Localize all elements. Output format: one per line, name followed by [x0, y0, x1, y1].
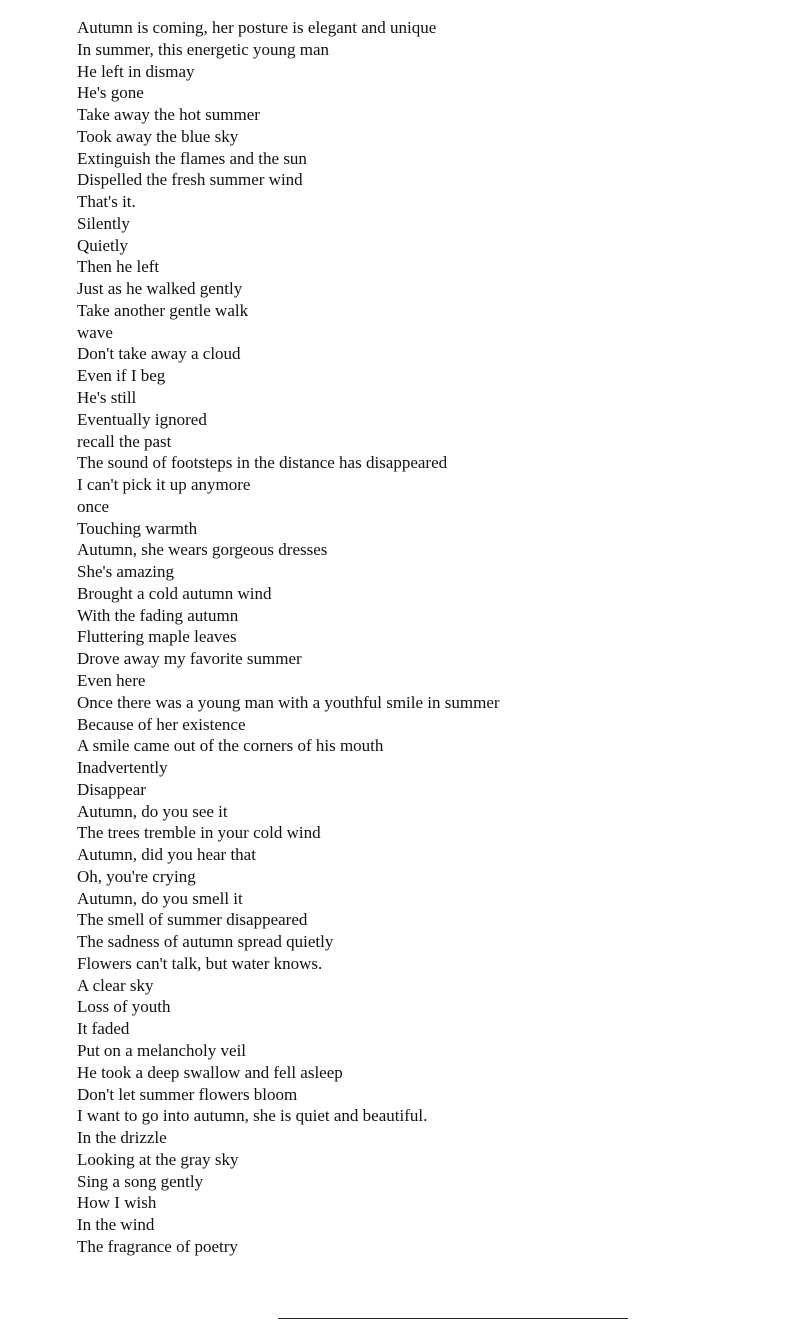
poem-line: It faded — [77, 1019, 130, 1039]
poem-line: In summer, this energetic young man — [77, 39, 330, 59]
poem-line: recall the past — [77, 431, 172, 451]
poem-line: Silently — [77, 213, 130, 233]
poem-line: Dispelled the fresh summer wind — [77, 170, 303, 190]
poem-line: Even if I beg — [77, 366, 166, 386]
poem-line: In the wind — [77, 1215, 155, 1235]
poem-line: Because of her existence — [77, 714, 246, 734]
poem-line: Drove away my favorite summer — [77, 649, 302, 669]
poem-line: He's gone — [77, 83, 144, 103]
poem-line: Looking at the gray sky — [77, 1149, 239, 1169]
poem-line: He took a deep swallow and fell asleep — [77, 1062, 343, 1082]
poem-line: Quietly — [77, 235, 128, 255]
poem-line: That's it. — [77, 192, 136, 212]
poem-line: I can't pick it up anymore — [77, 475, 251, 495]
poem-line: Autumn, she wears gorgeous dresses — [77, 540, 328, 560]
poem-line: Oh, you're crying — [77, 866, 196, 886]
poem-line: The sound of footsteps in the distance has disappeared — [77, 453, 448, 473]
poem-line: He's still — [77, 388, 137, 408]
poem-line: Autumn, do you smell it — [77, 888, 243, 908]
poem-line: Disappear — [77, 779, 146, 799]
poem-line: Sing a song gently — [77, 1171, 204, 1191]
poem-line: Put on a melancholy veil — [77, 1040, 247, 1060]
poem-line: once — [77, 496, 110, 516]
poem-line: The sadness of autumn spread quietly — [77, 932, 334, 952]
poem-line: Then he left — [77, 257, 160, 277]
poem-line: Autumn, do you see it — [77, 801, 228, 821]
poem-line: Eventually ignored — [77, 409, 207, 429]
poem-line: Flowers can't talk, but water knows. — [77, 953, 323, 973]
poem-line: Just as he walked gently — [77, 279, 243, 299]
poem-line: In the drizzle — [77, 1128, 167, 1148]
poem-line: The smell of summer disappeared — [77, 910, 308, 930]
poem-line: A smile came out of the corners of his mouth — [77, 736, 384, 756]
poem-line: Took away the blue sky — [77, 126, 239, 146]
poem-line: I want to go into autumn, she is quiet and beautiful. — [77, 1106, 428, 1126]
poem-line: Touching warmth — [77, 518, 198, 538]
poem-line: With the fading autumn — [77, 605, 239, 625]
poem-line: Don't take away a cloud — [77, 344, 241, 364]
poem-line: Even here — [77, 670, 146, 690]
poem-text-block — [77, 17, 500, 1258]
poem-line: She's amazing — [77, 562, 175, 582]
poem-line: Inadvertently — [77, 758, 168, 778]
poem-line: He left in dismay — [77, 61, 195, 81]
poem-line: Fluttering maple leaves — [77, 627, 237, 647]
poem-line: Autumn, did you hear that — [77, 845, 256, 865]
poem-line: The trees tremble in your cold wind — [77, 823, 321, 843]
poem-line: A clear sky — [77, 975, 154, 995]
poem-line: Autumn is coming, her posture is elegant and unique — [77, 18, 437, 37]
footer-divider — [278, 1318, 628, 1319]
poem-line: How I wish — [77, 1193, 157, 1213]
poem-line: The fragrance of poetry — [77, 1236, 238, 1256]
poem-line: Take another gentle walk — [77, 300, 249, 320]
poem-line: Take away the hot summer — [77, 105, 260, 125]
poem-line: Brought a cold autumn wind — [77, 583, 272, 603]
poem-line: Loss of youth — [77, 997, 171, 1017]
poem-line: Extinguish the flames and the sun — [77, 148, 307, 168]
poem-line: Don't let summer flowers bloom — [77, 1084, 298, 1104]
poem-line: wave — [77, 322, 113, 342]
poem-line: Once there was a young man with a youthful smile in summer — [77, 692, 500, 712]
